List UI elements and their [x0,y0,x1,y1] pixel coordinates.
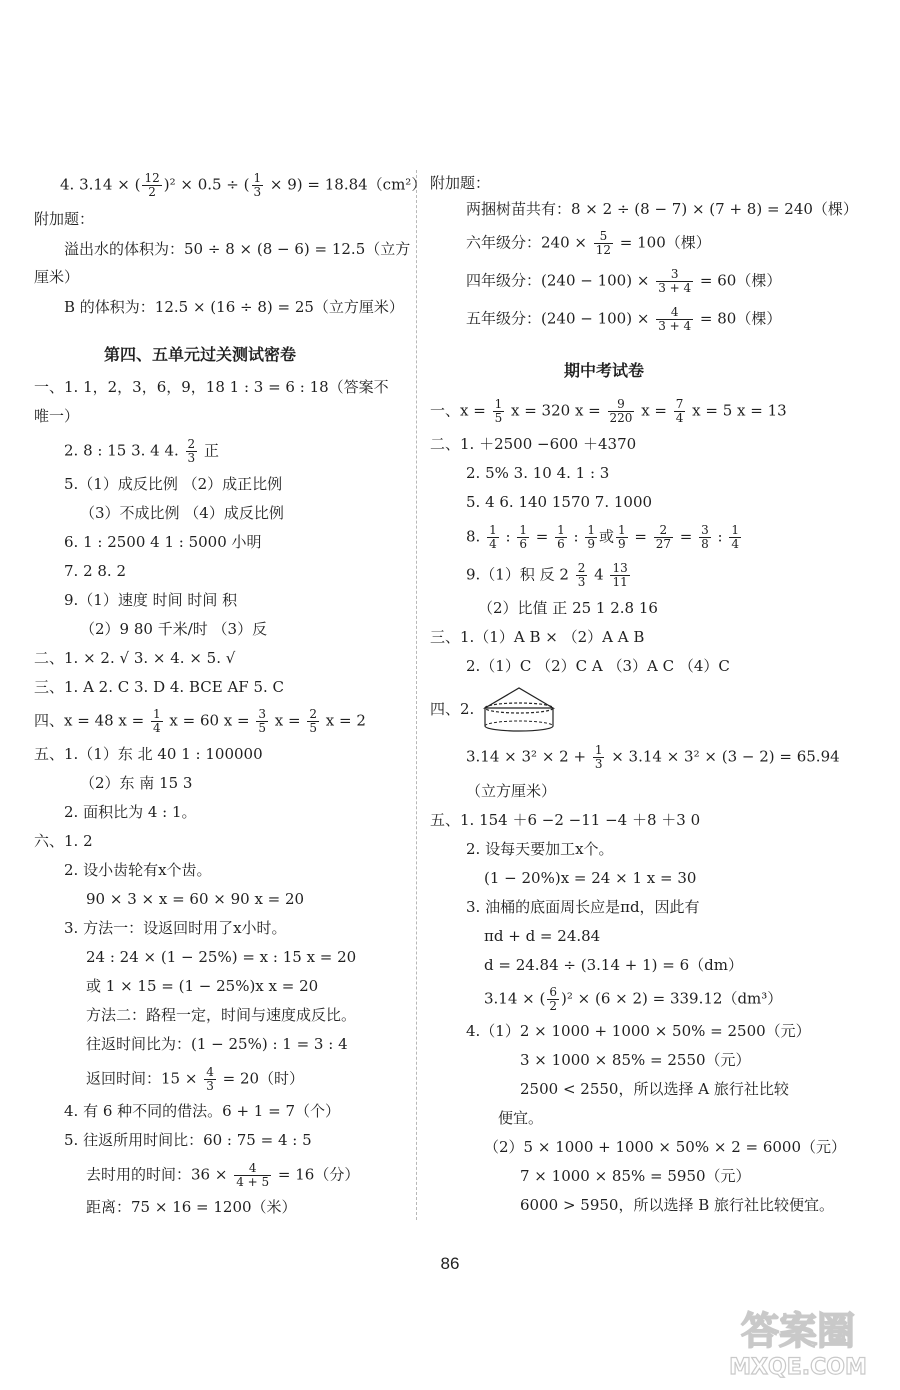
q5a: 五、1. 154 ＋6 −2 −11 −4 ＋8 ＋3 0 [430,811,701,829]
q5e: πd + d = 24.84 [484,927,601,945]
s1c: 2. 8 : 15 3. 4 4. $\frac{2}{3}$ 正 [64,437,219,465]
q5b: 2. 设每天要加工x个。 [466,840,614,858]
watermark-url: MXQE.COM [729,1355,867,1380]
q4b: 3.14 × 3² × 2 + $\frac{1}{3}$ × 3.14 × 3² × (3 − 2) = 65.94 [466,743,840,771]
s4: 四、x = 48 x = $\frac{1}{4}$ x = 60 x = $\frac{3}{5}$ x = $\frac{2}{5}$ x = 2 [34,707,366,735]
s5c: 2. 面积比为 4 : 1。 [64,803,197,821]
section-heading-units-4-5: 第四、五单元过关测试密卷 [104,345,297,364]
q2f: （2）比值 正 25 1 2.8 16 [478,599,658,617]
q4a: 四、2. [430,686,559,734]
s1b: 唯一） [34,407,80,425]
r2: 两捆树苗共有：8 × 2 ÷ (8 − 7) × (7 + 8) = 240（棵） [466,200,858,218]
l1: 4. 3.14 × ( $\frac{12}{2}$ )² × 0.5 ÷ ( $\frac{1}{3}$ × 9) = 18.84（cm²） [60,171,427,199]
s1h: 9.（1）速度 时间 时间 积 [64,591,238,609]
q5k: 便宜。 [498,1109,544,1127]
q4c: （立方厘米） [466,782,557,800]
s6j: 4. 有 6 种不同的借法。6 + 1 = 7（个） [64,1102,340,1120]
q5j: 2500 < 2550，所以选择 A 旅行社比较 [520,1080,789,1098]
q2a: 二、1. ＋2500 −600 ＋4370 [430,435,637,453]
s6b: 2. 设小齿轮有x个齿。 [64,861,212,879]
r5: 五年级分：(240 − 100) × $\frac{4}{3 + 4}$ = 80（棵） [466,305,782,333]
page-number: 86 [440,1254,460,1273]
r3: 六年级分：240 × $\frac{5}{12}$ = 100（棵） [466,229,711,257]
watermark-title: 答案圈 [740,1309,856,1353]
cylinder-cone-diagram-icon [479,686,559,734]
s6a: 六、1. 2 [34,832,93,850]
q3b: 2.（1）C （2）C A （3）A C （4）C [466,657,730,675]
s1d: 5.（1）成反比例 （2）成正比例 [64,475,283,493]
q5i: 3 × 1000 × 85% = 2550（元） [520,1051,751,1069]
q5h: 4.（1）2 × 1000 + 1000 × 50% = 2500（元） [466,1022,811,1040]
s6m: 距离：75 × 16 = 1200（米） [86,1198,297,1216]
s6h: 往返时间比为：(1 − 25%) : 1 = 3 : 4 [86,1035,348,1053]
s2: 二、1. × 2. √ 3. × 4. × 5. √ [34,649,236,667]
s6c: 90 × 3 × x = 60 × 90 x = 20 [86,890,305,908]
s6g: 方法二：路程一定，时间与速度成反比。 [86,1006,357,1024]
s5a: 五、1.（1）东 北 40 1 : 100000 [34,745,263,763]
l5: B 的体积为：12.5 × (16 ÷ 8) = 25（立方厘米） [64,298,404,316]
q5d: 3. 油桶的底面周长应是πd，因此有 [466,898,700,916]
q2e: 9.（1）积 反 2 $\frac{2}{3}$ 4 $\frac{13}{11}$ [466,561,628,589]
r4: 四年级分：(240 − 100) × $\frac{3}{3 + 4}$ = 60（棵） [466,267,782,295]
s1a: 一、1. 1，2，3，6，9，18 1 : 3 = 6 : 18（答案不 [34,378,389,396]
q5n: 6000 > 5950，所以选择 B 旅行社比较便宜。 [520,1196,835,1214]
l3: 溢出水的体积为：50 ÷ 8 × (8 − 6) = 12.5（立方 [64,240,411,258]
s5b: （2）东 南 15 3 [80,774,193,792]
s6f: 或 1 × 15 = (1 − 25%)x x = 20 [86,977,319,995]
watermark-logo [708,1300,888,1380]
q2b: 2. 5% 3. 10 4. 1 : 3 [466,464,610,482]
q1: 一、x = $\frac{1}{5}$ x = 320 x = $\frac{9}{220}$ x = $\frac{7}{4}$ x = 5 x = 13 [430,397,787,425]
q3a: 三、1.（1）A B × （2）A A B [430,628,645,646]
q5f: d = 24.84 ÷ (3.14 + 1) = 6（dm） [484,956,743,974]
q5m: 7 × 1000 × 85% = 5950（元） [520,1167,751,1185]
q5g: 3.14 × ( $\frac{6}{2}$ )² × (6 × 2) = 339.12（dm³） [484,985,783,1013]
q2c: 5. 4 6. 140 1570 7. 1000 [466,493,653,511]
s1f: 6. 1 : 2500 4 1 : 5000 小明 [64,533,262,551]
q5c: (1 − 20%)x = 24 × 1 x = 30 [484,869,697,887]
s6k: 5. 往返所用时间比：60 : 75 = 4 : 5 [64,1131,312,1149]
s6d: 3. 方法一：设返回时用了x小时。 [64,919,287,937]
section-heading-midterm: 期中考试卷 [564,361,645,380]
s6i: 返回时间：15 × $\frac{4}{3}$ = 20（时） [86,1065,305,1093]
l2: 附加题： [34,210,95,228]
q5l: （2）5 × 1000 + 1000 × 50% × 2 = 6000（元） [484,1138,847,1156]
l4: 厘米） [34,268,80,286]
s6e: 24 : 24 × (1 − 25%) = x : 15 x = 20 [86,948,357,966]
s3: 三、1. A 2. C 3. D 4. BCE AF 5. C [34,678,285,696]
column-divider [416,170,417,1220]
s6l: 去时用的时间：36 × $\frac{4}{4 + 5}$ = 16（分） [86,1161,360,1189]
s1e: （3）不成比例 （4）成反比例 [80,504,284,522]
s1i: （2）9 80 千米/时 （3）反 [80,620,268,638]
q2d: 8. $\frac{1}{4}$ : $\frac{1}{6}$ = $\frac{1}{6}$ : $\frac{1}{9}$ 或 $\frac{1}{9}$ = $\frac{2}{27}$ = $\frac{3}{8}$ : $\frac{1}{4}$ [466,523,739,551]
s1g: 7. 2 8. 2 [64,562,127,580]
r1: 附加题： [430,174,491,192]
